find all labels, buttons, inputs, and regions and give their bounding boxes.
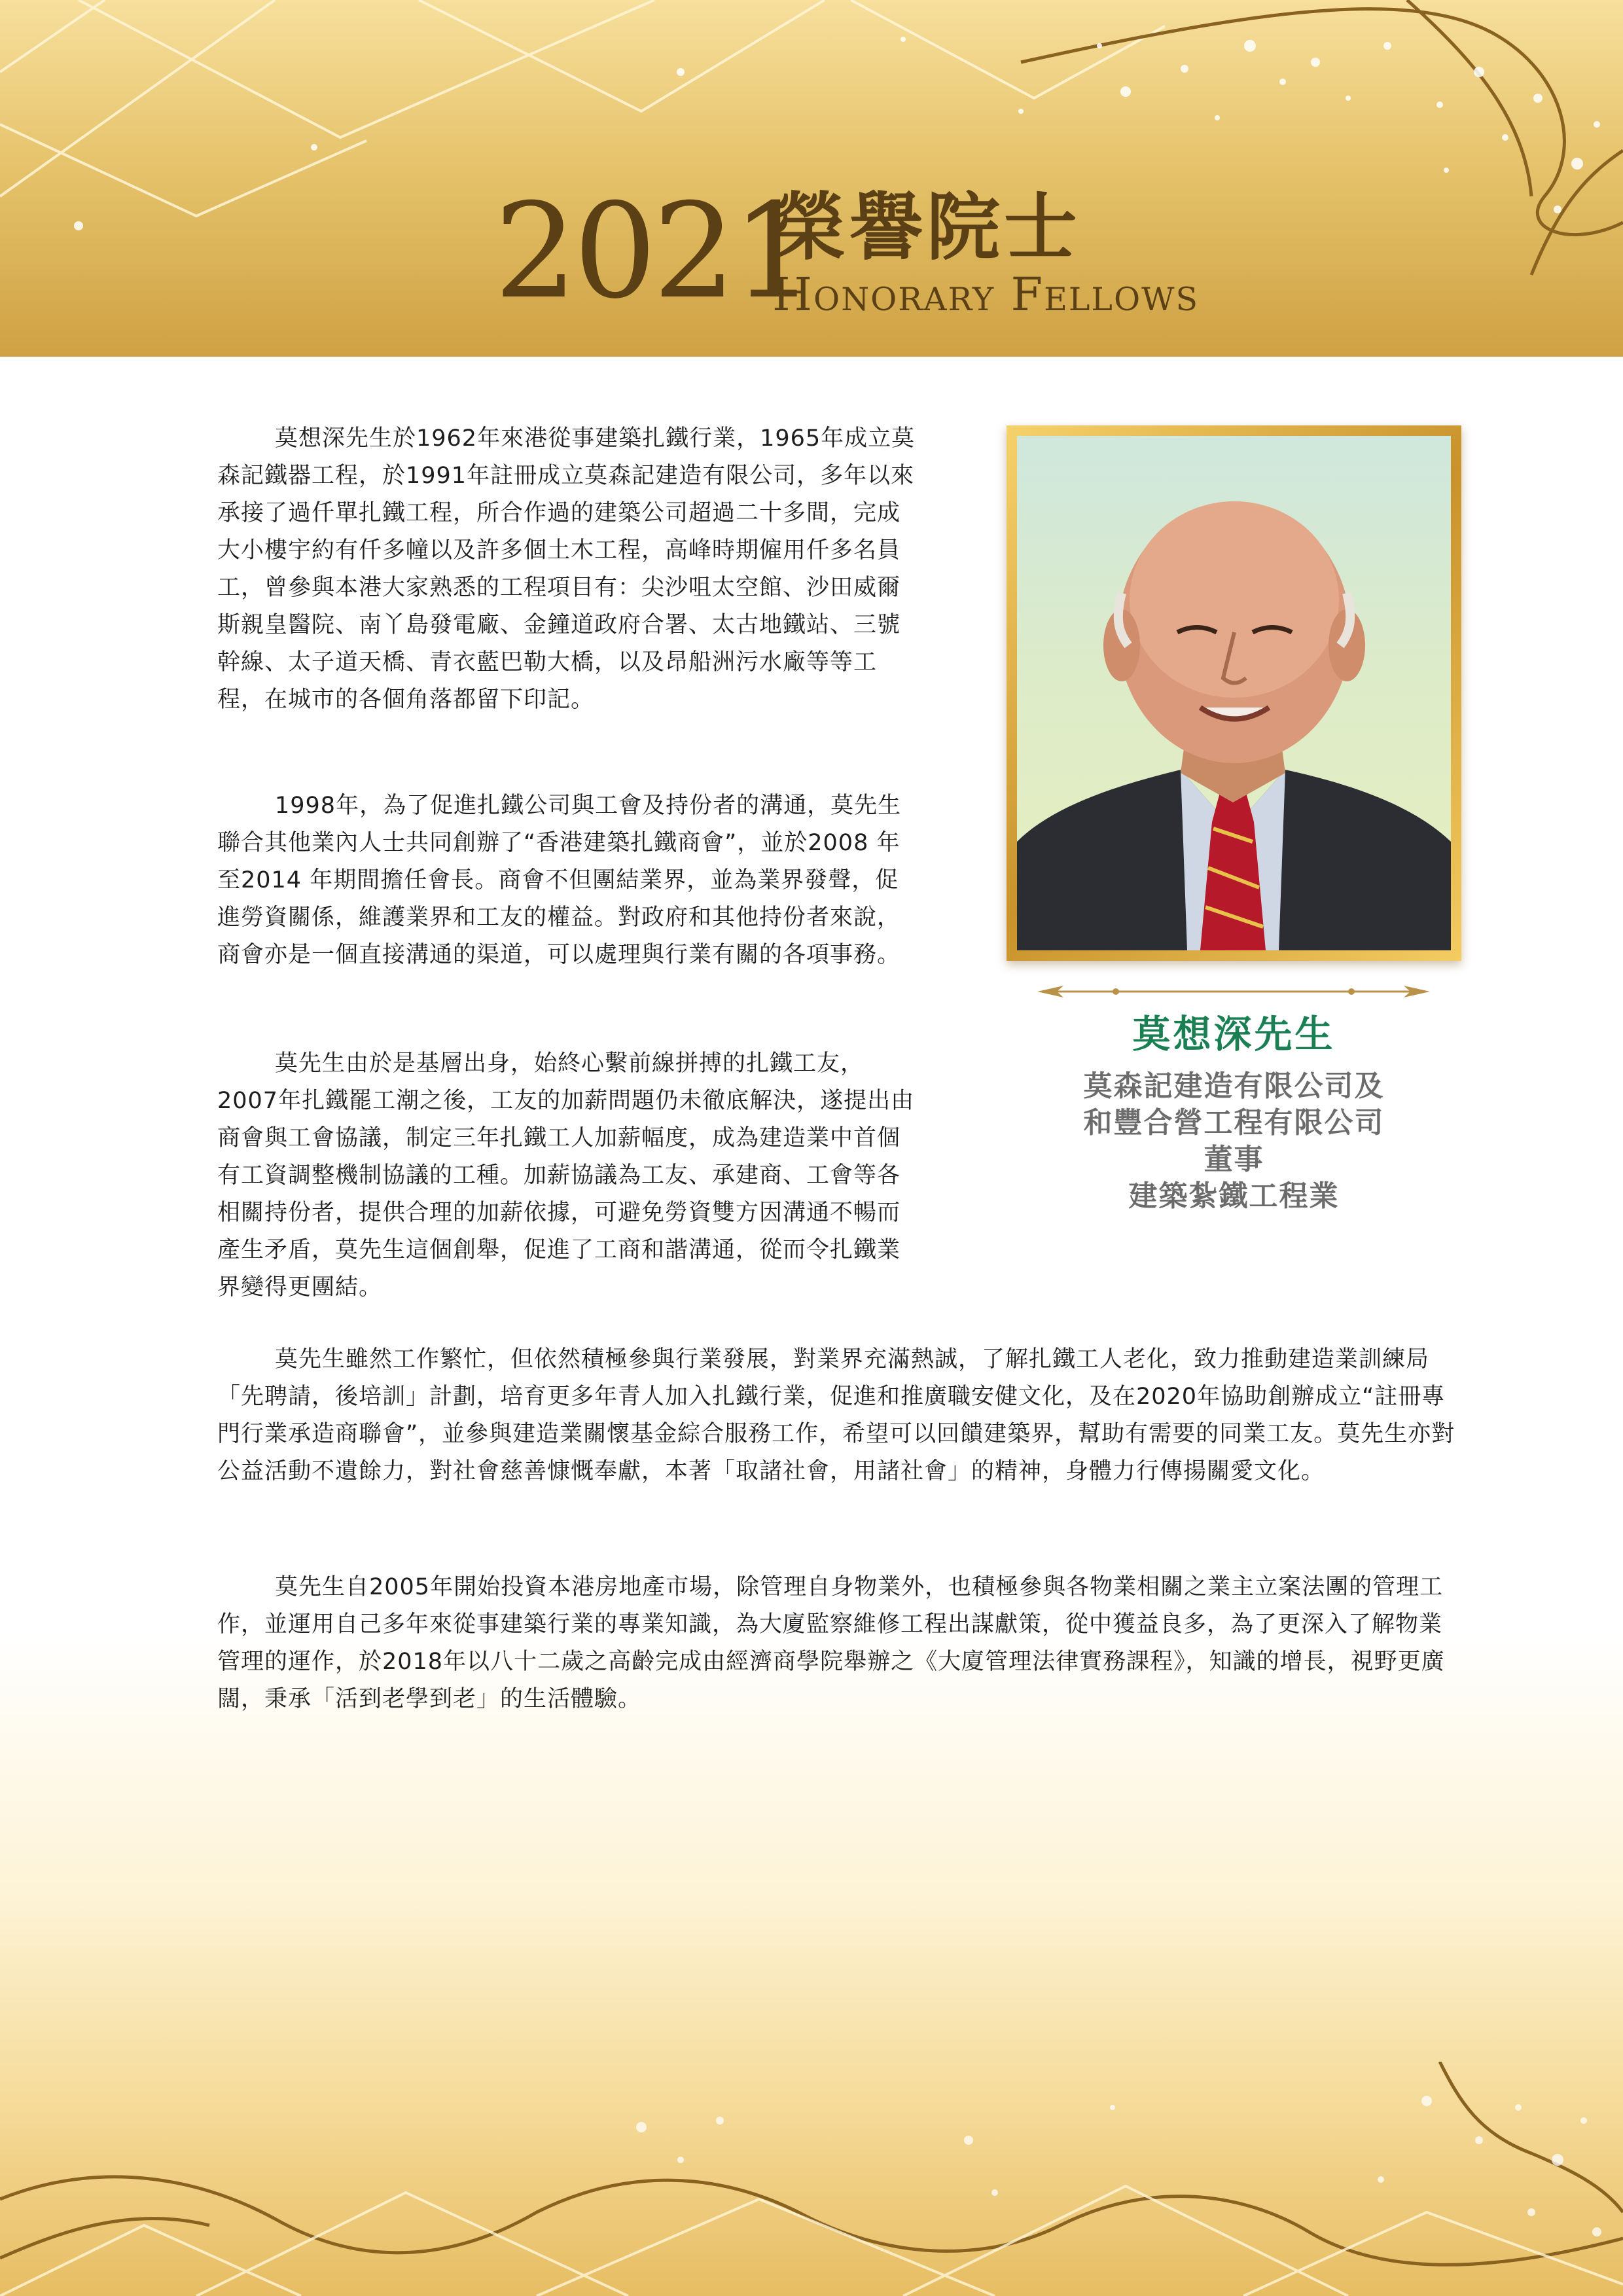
biography-paragraph-4: 莫先生雖然工作繁忙，但依然積極參與行業發展，對業界充滿熱誠，了解扎鐵工人老化，致力推動建造業訓練局「先聘請，後培訓」計劃，培育更多年青人加入扎鐵行業，促進和推廣職安健文化，及在2020年協助創辦成立“註冊專門行業承造商聯會”，並參與建造業關懷基金綜合服務工作，希望可以回饋建築界，幫助有需要的同業工友。莫先生亦對公益活動不遺餘力，對社會慈善慷慨奉獻，本著「取諸社會，用諸社會」的精神，身體力行傳揚關愛文化。 (217, 1346, 1455, 1484)
biography-paragraph-3: 莫先生由於是基層出身，始終心繫前線拼搏的扎鐵工友，2007年扎鐵罷工潮之後，工友的加薪問題仍未徹底解決，遂提出由商會與工會協議，制定三年扎鐵工人加薪幅度，成為建造業中首個有工資調整機制協議的工種。加薪協議為工友、承建商、工會等各相關持份者，提供合理的加薪依據，可避免勞資雙方因溝通不暢而產生矛盾，莫先生這個創舉，促進了工商和諧溝通，從而令扎鐵業界變得更團結。 (217, 1050, 915, 1300)
fellow-role-line: 莫森記建造有限公司及 (1083, 1069, 1385, 1103)
fellow-name: 莫想深先生 (1132, 1012, 1336, 1056)
footer-decoration (0, 2062, 1623, 2296)
fellow-role-line: 董事 (1204, 1143, 1264, 1176)
title-english: Honorary Fellows (772, 268, 1200, 321)
portrait-photo (1017, 436, 1451, 950)
fellow-role-line: 和豐合營工程有限公司 (1083, 1106, 1385, 1139)
ornamental-divider (1037, 982, 1430, 1001)
title-year: 2021 (494, 175, 812, 328)
title-chinese: 榮譽院士 (772, 185, 1081, 270)
fellow-role-line: 建築紮鐵工程業 (1128, 1179, 1340, 1213)
biography-paragraph-5: 莫先生自2005年開始投資本港房地產市場，除管理自身物業外，也積極參與各物業相關之業主立案法團的管理工作，並運用自己多年來從事建築行業的專業知識，為大廈監察維修工程出謀獻策，從中獲益良多，為了更深入了解物業管理的運作，於2018年以八十二歲之高齡完成由經濟商學院舉辦之《大廈管理法律實務課程》，知識的增長，視野更廣闊，秉承「活到老學到老」的生活體驗。 (217, 1574, 1445, 1712)
header-banner (0, 0, 1623, 357)
biography-paragraph-1: 莫想深先生於1962年來港從事建築扎鐵行業，1965年成立莫森記鐵器工程，於1991年註冊成立莫森記建造有限公司，多年以來承接了過仟單扎鐵工程，所合作過的建築公司超過二十多間，完成大小樓宇約有仟多幢以及許多個土木工程，高峰時期僱用仟多名員工，曾參與本港大家熟悉的工程項目有：尖沙咀太空館、沙田威爾斯親皇醫院、南丫島發電廠、金鐘道政府合署、太古地鐵站、三號幹線、太子道天橋、青衣藍巴勒大橋，以及昂船洲污水廠等等工程，在城市的各個角落都留下印記。 (217, 425, 916, 713)
portrait-frame (1007, 425, 1461, 961)
biography-paragraph-2: 1998年，為了促進扎鐵公司與工會及持份者的溝通，莫先生聯合其他業內人士共同創辦了“香港建築扎鐵商會”，並於2008 年至2014 年期間擔任會長。商會不但團結業界，並為業界發聲，促進勞資關係，維護業界和工友的權益。對政府和其他持份者來說，商會亦是一個直接溝通的渠道，可以處理與行業有關的各項事務。 (217, 793, 902, 968)
